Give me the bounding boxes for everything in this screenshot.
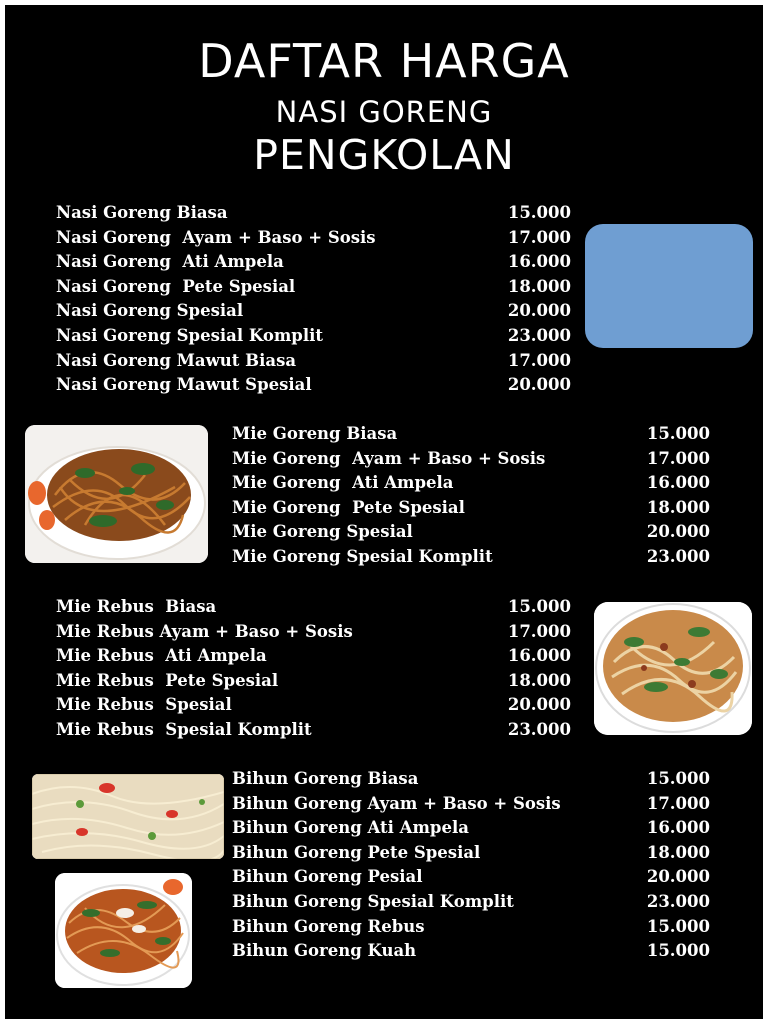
menu-item: [56, 201, 571, 225]
menu-item-price: 23.000: [646, 547, 710, 566]
menu-item-name: Nasi Goreng Mawut Biasa: [56, 350, 297, 370]
menu-item: [232, 520, 710, 544]
menu-item-price: 23.000: [507, 720, 571, 739]
menu-item-price: 20.000: [646, 522, 710, 542]
menu-item-name: Bihun Goreng Kuah: [232, 941, 417, 961]
menu-item: [232, 792, 710, 816]
menu-item-price: 20.000: [646, 867, 710, 887]
menu-item-price: 15.000: [507, 597, 571, 616]
menu-item-price: 16.000: [646, 818, 710, 838]
menu-item: [56, 250, 571, 274]
menu-item-name: Nasi Goreng Pete Spesial: [56, 276, 296, 296]
menu-item-price: 17.000: [507, 350, 571, 370]
menu-item: [232, 447, 710, 471]
menu-item: [56, 620, 571, 644]
menu-item-price: 23.000: [507, 326, 571, 345]
menu-item: [56, 644, 571, 668]
menu-item-name: Mie Goreng Spesial Komplit: [232, 547, 493, 566]
menu-item: [56, 299, 571, 323]
menu-item-price: 18.000: [646, 842, 710, 862]
menu-item-price: 17.000: [507, 621, 571, 641]
menu-item-price: 18.000: [507, 670, 571, 690]
menu-item-price: 15.000: [646, 941, 710, 961]
menu-item: [232, 767, 710, 791]
menu-item-price: 20.000: [507, 375, 571, 395]
menu-board: [5, 5, 763, 1019]
menu-item: [232, 890, 710, 914]
menu-item: [232, 496, 710, 520]
menu-title: DAFTAR HARGA: [198, 34, 570, 88]
menu-item-name: Bihun Goreng Rebus: [232, 916, 425, 936]
menu-item: [56, 226, 571, 250]
menu-item: [56, 693, 571, 717]
menu-item-name: Nasi Goreng Ayam + Baso + Sosis: [56, 227, 376, 247]
menu-item-price: 20.000: [507, 301, 571, 321]
menu-item-name: Mie Rebus Ayam + Baso + Sosis: [56, 621, 353, 641]
menu-item-name: Bihun Goreng Spesial Komplit: [232, 892, 514, 911]
menu-item-name: Nasi Goreng Mawut Spesial: [56, 375, 312, 395]
menu-item-name: Nasi Goreng Ati Ampela: [56, 252, 284, 272]
menu-item-price: 17.000: [646, 448, 710, 468]
menu-item-name: Bihun Goreng Pete Spesial: [232, 842, 481, 862]
image-placeholder: [585, 224, 753, 348]
menu-item-price: 16.000: [646, 473, 710, 493]
menu-item: [56, 718, 571, 742]
menu-item-price: 16.000: [507, 646, 571, 666]
menu-item-name: Nasi Goreng Spesial Komplit: [56, 326, 323, 345]
menu-item-name: Mie Goreng Ati Ampela: [232, 473, 454, 493]
menu-item: [232, 422, 710, 446]
menu-item-name: Bihun Goreng Biasa: [232, 769, 419, 788]
menu-item-name: Mie Rebus Spesial: [56, 695, 232, 715]
menu-item-name: Mie Goreng Spesial: [232, 522, 413, 542]
menu-item-price: 18.000: [507, 276, 571, 296]
menu-item-price: 18.000: [646, 497, 710, 517]
menu-item-name: Nasi Goreng Spesial: [56, 301, 244, 321]
menu-item: [56, 275, 571, 299]
menu-item: [232, 816, 710, 840]
menu-item: [56, 324, 571, 348]
menu-item-price: 23.000: [646, 892, 710, 911]
menu-item-name: Mie Rebus Biasa: [56, 597, 217, 616]
menu-item-name: Bihun Goreng Ayam + Baso + Sosis: [232, 793, 561, 813]
menu-subtitle: NASI GORENG: [275, 95, 493, 129]
menu-item-name: Mie Goreng Biasa: [232, 424, 398, 443]
menu-item: [232, 471, 710, 495]
bihun-goreng-photo-top: [32, 774, 224, 859]
menu-item-name: Nasi Goreng Biasa: [56, 203, 228, 222]
menu-item: [56, 669, 571, 693]
menu-item: [56, 595, 571, 619]
menu-item-name: Mie Goreng Ayam + Baso + Sosis: [232, 448, 546, 468]
menu-item-price: 17.000: [646, 793, 710, 813]
menu-item-price: 15.000: [646, 424, 710, 443]
menu-item: [232, 841, 710, 865]
menu-item: [56, 349, 571, 373]
menu-item: [56, 373, 571, 397]
menu-item-price: 15.000: [507, 203, 571, 222]
menu-item-name: Mie Rebus Spesial Komplit: [56, 720, 312, 739]
menu-item: [232, 915, 710, 939]
restaurant-name: PENGKOLAN: [253, 131, 515, 179]
menu-item-name: Bihun Goreng Ati Ampela: [232, 818, 469, 838]
menu-item-name: Mie Rebus Ati Ampela: [56, 646, 267, 666]
menu-item: [232, 939, 710, 963]
menu-item-price: 20.000: [507, 695, 571, 715]
menu-item-price: 15.000: [646, 769, 710, 788]
menu-item-price: 15.000: [646, 916, 710, 936]
menu-item-name: Bihun Goreng Pesial: [232, 867, 423, 887]
menu-item: [232, 865, 710, 889]
bihun-goreng-photo-bottom: [55, 873, 192, 988]
menu-item-price: 16.000: [507, 252, 571, 272]
menu-item-name: Mie Rebus Pete Spesial: [56, 670, 279, 690]
menu-item: [232, 545, 710, 569]
menu-item-name: Mie Goreng Pete Spesial: [232, 497, 465, 517]
menu-item-price: 17.000: [507, 227, 571, 247]
mie-rebus-photo: [594, 602, 752, 735]
mie-goreng-photo: [25, 425, 208, 563]
